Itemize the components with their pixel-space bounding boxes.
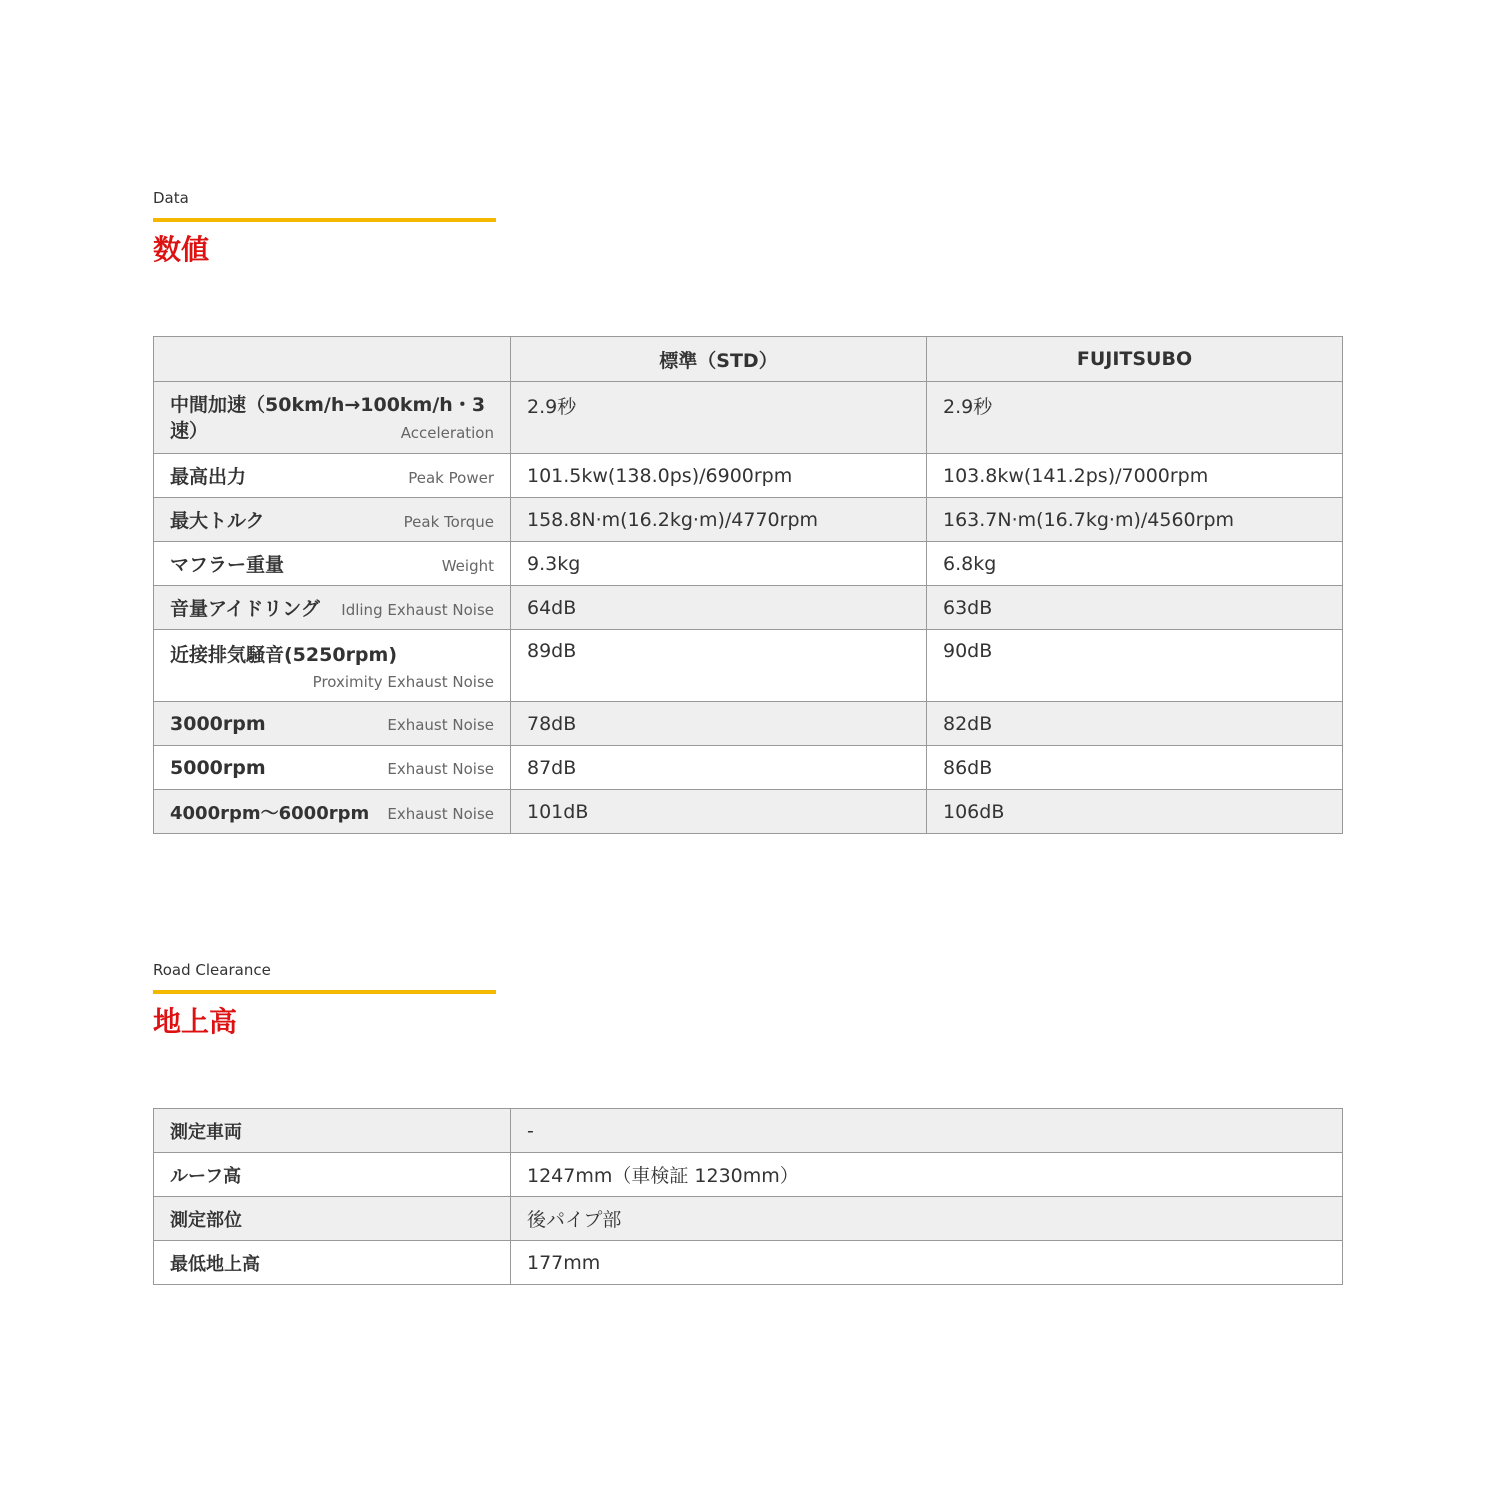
road-eyebrow: Road Clearance (153, 961, 271, 979)
table-row (154, 790, 1343, 834)
table-row (154, 746, 1343, 790)
road-row-label: 測定部位 (154, 1197, 511, 1241)
row-label-en: Exhaust Noise (387, 759, 494, 778)
row-label-ja: 5000rpm (170, 756, 266, 779)
row-label (154, 586, 511, 630)
fujitsubo-value: 106dB (927, 790, 1343, 834)
std-value: 89dB (511, 630, 927, 702)
road-row-value: 1247mm（車検証 1230mm） (511, 1153, 1343, 1197)
row-label-en: Peak Torque (403, 513, 494, 531)
fujitsubo-value: 82dB (927, 702, 1343, 746)
row-label-ja: 音量アイドリング (170, 598, 320, 620)
row-label (154, 746, 511, 790)
row-label-ja: マフラー重量 (170, 554, 285, 576)
row-label-ja: 最大トルク (170, 510, 265, 532)
road-row-value: 177mm (511, 1241, 1343, 1285)
fujitsubo-value: 86dB (927, 746, 1343, 790)
row-label-en: Acceleration (400, 424, 494, 442)
row-label-en: Weight (441, 557, 494, 575)
row-label-ja: 3000rpm (170, 712, 266, 735)
row-label-en: Exhaust Noise (387, 804, 494, 823)
std-value: 9.3kg (511, 542, 927, 586)
fujitsubo-value: 90dB (927, 630, 1343, 702)
row-label-en: Peak Power (408, 469, 494, 487)
row-label-ja: 4000rpm～6000rpm (170, 802, 370, 824)
std-value: 78dB (511, 702, 927, 746)
road-clearance-table (153, 1108, 1343, 1285)
data-eyebrow: Data (153, 189, 189, 207)
row-label (154, 454, 511, 498)
row-label-ja: 中間加速（50km/h→100km/h・3速） (170, 394, 486, 442)
road-row-label: 最低地上高 (154, 1241, 511, 1285)
std-value: 101.5kw(138.0ps)/6900rpm (511, 454, 927, 498)
row-label (154, 790, 511, 834)
table-row (154, 1153, 1343, 1197)
header-fujitsubo: FUJITSUBO (927, 337, 1343, 382)
fujitsubo-value: 63dB (927, 586, 1343, 630)
fujitsubo-value: 163.7N·m(16.7kg·m)/4560rpm (927, 498, 1343, 542)
table-row (154, 1197, 1343, 1241)
row-label-en: Idling Exhaust Noise (341, 601, 494, 619)
row-label-ja: 近接排気騒音(5250rpm) (170, 644, 398, 666)
row-label-ja: 最高出力 (170, 466, 247, 488)
fujitsubo-value: 2.9秒 (927, 382, 1343, 454)
data-heading: 数値 (153, 233, 210, 266)
data-accent-rule (153, 218, 496, 222)
std-value: 87dB (511, 746, 927, 790)
table-row (154, 382, 1343, 454)
road-row-label: ルーフ高 (154, 1153, 511, 1197)
std-value: 101dB (511, 790, 927, 834)
std-value: 158.8N·m(16.2kg·m)/4770rpm (511, 498, 927, 542)
fujitsubo-value: 6.8kg (927, 542, 1343, 586)
road-heading: 地上高 (153, 1005, 238, 1038)
table-row (154, 702, 1343, 746)
road-accent-rule (153, 990, 496, 994)
table-row (154, 498, 1343, 542)
table-row (154, 542, 1343, 586)
table-row (154, 586, 1343, 630)
road-row-value: 後パイプ部 (511, 1197, 1343, 1241)
data-section-header (153, 188, 1342, 268)
table-row (154, 454, 1343, 498)
std-value: 2.9秒 (511, 382, 927, 454)
table-row (154, 630, 1343, 702)
road-section-header (153, 960, 1342, 1040)
header-std: 標準（STD） (511, 337, 927, 382)
row-label (154, 702, 511, 746)
road-row-value: - (511, 1109, 1343, 1153)
row-label-en: Exhaust Noise (387, 715, 494, 734)
fujitsubo-value: 103.8kw(141.2ps)/7000rpm (927, 454, 1343, 498)
row-label (154, 498, 511, 542)
header-blank (154, 337, 511, 382)
road-row-label: 測定車両 (154, 1109, 511, 1153)
table-row (154, 1109, 1343, 1153)
data-table (153, 336, 1343, 834)
data-table-header-row (154, 337, 1343, 382)
row-label (154, 542, 511, 586)
std-value: 64dB (511, 586, 927, 630)
row-label-en: Proximity Exhaust Noise (312, 673, 494, 691)
row-label (154, 630, 511, 702)
table-row (154, 1241, 1343, 1285)
row-label (154, 382, 511, 454)
